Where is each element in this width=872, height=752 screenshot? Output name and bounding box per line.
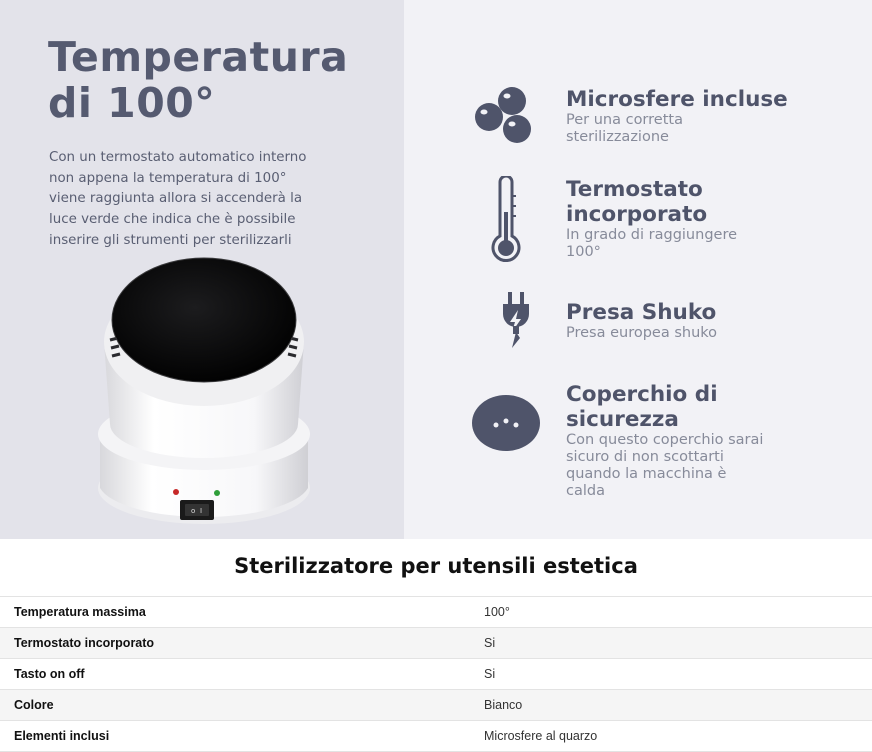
hero-title — [48, 34, 348, 126]
feature-description-line: calda — [566, 483, 605, 499]
table-row — [0, 659, 872, 690]
feature-description — [566, 227, 737, 261]
feature-description-line: sicuro di non scottarti — [566, 449, 724, 465]
feature-description-line: Presa europea shuko — [566, 325, 718, 341]
feature-description — [566, 432, 763, 500]
feature-title-line: Termostato — [566, 177, 703, 202]
feature-title — [566, 382, 763, 432]
feature-title-line: sicurezza — [566, 407, 679, 432]
feature-title-line: Microsfere incluse — [566, 87, 788, 112]
spec-label: Tasto on off — [0, 659, 470, 690]
spec-value: Bianco — [470, 690, 872, 721]
thermometer-icon — [490, 176, 522, 266]
feature-title — [566, 177, 737, 227]
spec-label: Colore — [0, 690, 470, 721]
feature-description-line: quando la macchina è — [566, 466, 727, 482]
feature-title — [566, 300, 717, 325]
spec-label: Temperatura massima — [0, 597, 470, 628]
feature-title-line: Coperchio di — [566, 382, 718, 407]
feature-item-microspheres — [566, 87, 788, 146]
table-row — [0, 721, 872, 752]
spec-value: 100° — [470, 597, 872, 628]
spec-label: Elementi inclusi — [0, 721, 470, 752]
feature-item-thermostat — [566, 177, 737, 261]
feature-description — [566, 325, 717, 342]
feature-description-line: Con questo coperchio sarai — [566, 432, 764, 448]
feature-item-safety-lid — [566, 382, 763, 500]
feature-item-shuko-plug — [566, 300, 717, 342]
svg-text:o: o — [191, 507, 196, 515]
spec-label: Termostato incorporato — [0, 628, 470, 659]
svg-text:I: I — [200, 507, 203, 515]
lid-icon — [471, 394, 541, 452]
hero-description — [49, 148, 349, 252]
feature-description-line: sterilizzazione — [566, 129, 669, 145]
hero-description-line: non appena la temperatura di 100° — [49, 170, 287, 186]
hero-title-line: Temperatura — [48, 33, 349, 81]
feature-title-line: Presa Shuko — [566, 300, 717, 325]
feature-title-line: incorporato — [566, 202, 708, 227]
spheres-icon — [472, 84, 534, 146]
table-row — [0, 597, 872, 628]
feature-description-line: 100° — [566, 244, 601, 260]
table-row — [0, 628, 872, 659]
spec-value: Si — [470, 628, 872, 659]
feature-description-line: In grado di raggiungere — [566, 227, 738, 243]
feature-description-line: Per una corretta — [566, 112, 683, 128]
spec-table-title: Sterilizzatore per utensili estetica — [234, 554, 638, 578]
spec-value: Si — [470, 659, 872, 690]
sterilizer-product-image — [96, 256, 316, 526]
hero-description-line: Con un termostato automatico interno — [49, 150, 307, 165]
table-row — [0, 690, 872, 721]
hero-description-line: viene raggiunta allora si accenderà la — [49, 191, 303, 207]
feature-description — [566, 112, 788, 146]
hero-description-line: luce verde che indica che è possibile — [49, 212, 296, 228]
feature-title — [566, 87, 788, 112]
spec-value: Microsfere al quarzo — [470, 721, 872, 752]
spec-table — [0, 596, 872, 752]
hero-description-line: inserire gli strumenti per sterilizzarli — [49, 232, 292, 248]
hero-title-line: di 100° — [48, 79, 216, 127]
plug-icon — [500, 292, 532, 350]
